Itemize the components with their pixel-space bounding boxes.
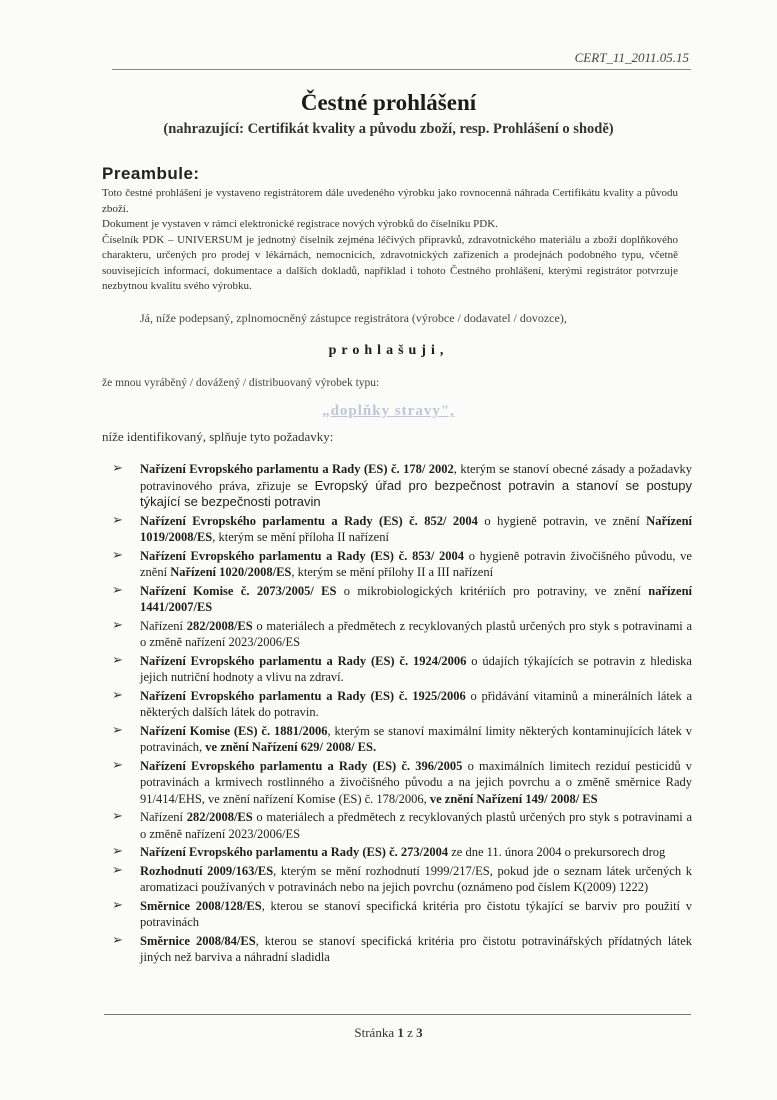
- page-total: 3: [416, 1025, 423, 1040]
- regulation-description: o materiálech a předmětech z recyklovaných plastů určených pro styk s potravinami a o změně nařízení 2023/2006/ES: [140, 618, 693, 649]
- regulation-title: Nařízení Komise (ES) č. 1881/2006: [140, 723, 328, 738]
- regulation-description: o přidávání vitaminů a minerálních látek a některých dalších látek do potravin.: [140, 688, 692, 719]
- regulation-title: Směrnice 2008/84/ES: [140, 933, 256, 948]
- regulation-description: o mikrobiologických kritériích pro potraviny, ve znění: [336, 583, 649, 598]
- regulation-description: Nařízení: [140, 810, 187, 824]
- regulation-description: Evropský úřad pro bezpečnost potravin a stanoví se postupy týkající se bezpečnosti potravin: [140, 477, 692, 509]
- regulation-amendment: Nařízení 1020/2008/ES: [170, 565, 292, 579]
- regulation-title: Nařízení Evropského parlamentu a Rady (ES) č. 273/2004: [140, 845, 449, 859]
- arrow-bullet-icon: ➢: [112, 547, 123, 563]
- arrow-bullet-icon: ➢: [112, 844, 123, 859]
- regulation-amendment: ve znění Nařízení 149/ 2008/ ES: [429, 791, 598, 806]
- regulation-description: o údajích týkajících se potravin z hlediska jejich nutriční hodnoty a vlivu na zdraví.: [140, 653, 692, 684]
- regulation-description: , kterým se mění příloha II nařízení: [212, 530, 389, 544]
- regulation-item: [112, 513, 692, 546]
- regulation-amendment: 282/2008/ES: [186, 618, 253, 633]
- regulation-item: [112, 844, 692, 861]
- preamble-paragraph: Dokument je vystaven v rámci elektronické registrace nových výrobků do číselníku PDK.: [102, 218, 498, 230]
- regulation-title: Nařízení Evropského parlamentu a Rady (ES) č. 853/ 2004: [140, 548, 465, 563]
- arrow-bullet-icon: ➢: [112, 582, 123, 598]
- preamble-text: [102, 186, 678, 295]
- page-separator: z: [407, 1025, 413, 1040]
- regulation-description: Nařízení: [140, 618, 187, 633]
- product-line: že mnou vyráběný / dovážený / distribuovaný výrobek typu:: [102, 377, 380, 389]
- regulation-item: [112, 653, 692, 686]
- regulation-amendment: Nařízení 1019/2008/ES: [140, 513, 692, 544]
- regulation-amendment: ve znění Nařízení 629/ 2008/ ES.: [205, 740, 377, 754]
- regulation-description: o maximálních limitech reziduí pesticidů v potravinách a krmivech rostlinného a živočišného původu a na jejich povrchu a o změně směrnice Rady 91/414/EHS, ve znění nařízení Komise (ES) č. 178/2006,: [140, 758, 692, 806]
- regulation-title: Nařízení Evropského parlamentu a Rady (ES) č. 1924/2006: [140, 653, 467, 668]
- regulation-description: , kterou se stanoví specifická kritéria pro čistotu potravinářských přídatných látek jiných než barviva a náhradní sladidla: [140, 933, 692, 964]
- arrow-bullet-icon: ➢: [112, 722, 123, 738]
- regulation-item: [112, 809, 692, 842]
- footer-divider: [104, 1014, 691, 1015]
- regulation-title: Nařízení Evropského parlamentu a Rady (ES) č. 178/ 2002: [140, 462, 454, 476]
- regulation-item: [112, 863, 692, 896]
- declarant-statement: Já, níže podepsaný, zplnomocněný zástupce registrátora (výrobce / dodavatel / dovozce),: [140, 311, 567, 325]
- document-subtitle: (nahrazující: Certifikát kvality a původu zboží, resp. Prohlášení o shodě): [163, 121, 614, 137]
- page-number: [0, 1025, 777, 1041]
- regulation-item: [112, 461, 692, 511]
- requirements-intro: níže identifikovaný, splňuje tyto požadavky:: [102, 429, 334, 444]
- regulation-title: Nařízení Komise č. 2073/2005/ ES: [140, 583, 337, 598]
- regulation-title: Směrnice 2008/128/ES: [140, 898, 262, 913]
- page-current: 1: [397, 1025, 404, 1040]
- regulation-title: Nařízení Evropského parlamentu a Rady (ES) č. 396/2005: [140, 758, 463, 773]
- regulation-description: ze dne 11. února 2004 o prekursorech drog: [448, 845, 666, 859]
- regulation-item: [112, 723, 692, 756]
- document-title: Čestné prohlášení: [300, 90, 477, 115]
- arrow-bullet-icon: ➢: [112, 897, 123, 913]
- declaration-verb: prohlašuji,: [328, 343, 449, 358]
- arrow-bullet-icon: ➢: [112, 512, 123, 528]
- product-type: „doplňky stravy",: [322, 403, 455, 419]
- regulation-description: , kterým se stanoví obecné zásady a požadavky potravinového práva, zřizuje se: [140, 462, 692, 493]
- regulation-item: [112, 933, 692, 966]
- regulation-item: [112, 548, 692, 581]
- preamble-paragraph: Číselník PDK – UNIVERSUM je jednotný číselník zejména léčivých přípravků, zdravotnického materiálu a zboží doplňkového charakteru, určených pro prodej v lékárnách, nemocnicích, zdravotnických zařízeních a prodejnách podobného typu, včetně souvisejících informací, dokumentace a dalších dokladů, například i tohoto Čestného prohlášení, kterými registrátor potvrzuje nezbytnou kvalitu svého výrobku.: [102, 233, 678, 292]
- arrow-bullet-icon: ➢: [112, 809, 123, 824]
- regulation-item: [112, 758, 692, 808]
- arrow-bullet-icon: ➢: [112, 687, 123, 703]
- regulation-item: [112, 618, 692, 651]
- arrow-bullet-icon: ➢: [112, 757, 123, 773]
- regulations-list: [112, 461, 692, 968]
- regulation-description: , kterým se stanoví maximální limity některých kontaminujících látek v potravinách,: [140, 723, 692, 754]
- regulation-description: , kterým se mění rozhodnutí 1999/217/ES, pokud jde o seznam látek určených k aromatizaci používaných v potravinách nebo na jejich povrchu (oznámeno pod číslem K(2009) 1222): [140, 863, 692, 894]
- regulation-item: [112, 688, 692, 721]
- arrow-bullet-icon: ➢: [112, 652, 123, 668]
- preamble-paragraph: Toto čestné prohlášení je vystaveno registrátorem dále uvedeného výrobku jako rovnocenná náhrada Certifikátu kvality a původu zboží.: [102, 187, 678, 215]
- regulation-description: o hygieně potravin živočišného původu, ve znění: [140, 548, 692, 579]
- regulation-description: o hygieně potravin, ve znění: [477, 513, 647, 528]
- regulation-description: , kterou se stanoví specifická kritéria pro čistotu týkající se barviv pro použití v potravinách: [140, 898, 692, 929]
- arrow-bullet-icon: ➢: [112, 932, 123, 948]
- regulation-title: Rozhodnutí 2009/163/ES: [140, 863, 274, 878]
- regulation-description: o materiálech a předmětech z recyklovaných plastů určených pro styk s potravinami a o změně nařízení 2023/2006/ES: [140, 810, 693, 841]
- arrow-bullet-icon: ➢: [112, 862, 123, 878]
- regulation-title: Nařízení Evropského parlamentu a Rady (ES) č. 852/ 2004: [140, 513, 478, 528]
- regulation-amendment: nařízení 1441/2007/ES: [140, 583, 692, 614]
- regulation-item: [112, 583, 692, 616]
- arrow-bullet-icon: ➢: [112, 617, 123, 633]
- regulation-amendment: 282/2008/ES: [186, 810, 253, 824]
- arrow-bullet-icon: ➢: [112, 461, 123, 476]
- page-label: Stránka: [354, 1025, 395, 1040]
- certificate-code: CERT_11_2011.05.15: [574, 50, 689, 65]
- header-divider: [112, 69, 691, 70]
- regulation-description: , kterým se mění přílohy II a III nařízení: [291, 565, 494, 579]
- regulation-item: [112, 898, 692, 931]
- regulation-title: Nařízení Evropského parlamentu a Rady (ES) č. 1925/2006: [140, 688, 466, 703]
- preamble-heading: Preambule:: [102, 164, 200, 183]
